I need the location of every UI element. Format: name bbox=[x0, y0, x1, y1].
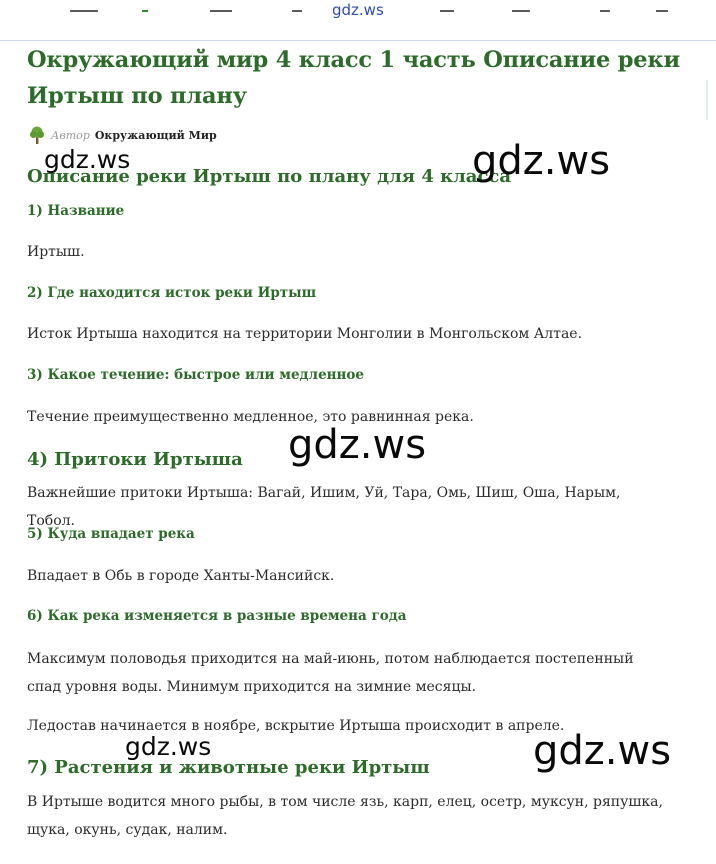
header-divider bbox=[0, 40, 716, 41]
nav-fragment bbox=[70, 10, 98, 20]
answer-3: Течение преимущественно медленное, это равнинная река. bbox=[27, 409, 474, 425]
nav-fragment bbox=[440, 10, 454, 20]
question-7: 7) Растения и животные реки Иртыш bbox=[27, 757, 430, 778]
site-watermark[interactable]: gdz.ws bbox=[332, 1, 384, 19]
nav-fragment bbox=[210, 10, 232, 20]
question-6: 6) Как река изменяется в разные времена года bbox=[27, 608, 407, 624]
section-heading: Описание реки Иртыш по плану для 4 класса bbox=[27, 166, 512, 187]
nav-fragment bbox=[656, 10, 668, 20]
question-4: 4) Притоки Иртыша bbox=[27, 449, 243, 470]
author-label: Автор bbox=[51, 128, 90, 142]
page-title: Окружающий мир 4 класс 1 часть Описание реки Иртыш по плану bbox=[27, 47, 680, 109]
tree-icon bbox=[27, 125, 47, 145]
sidebar-edge bbox=[706, 80, 708, 120]
nav-fragment bbox=[512, 10, 530, 20]
nav-fragment bbox=[600, 10, 610, 20]
answer-4: Важнейшие притоки Иртыша: Вагай, Ишим, Уй, Тара, Омь, Шиш, Оша, Нарым, Тобол. bbox=[27, 485, 621, 529]
question-2: 2) Где находится исток реки Иртыш bbox=[27, 285, 317, 301]
nav-fragment bbox=[292, 10, 302, 20]
answer-6-continued: Ледостав начинается в ноябре, вскрытие Иртыша происходит в апреле. bbox=[27, 718, 565, 734]
answer-5: Впадает в Обь в городе Ханты-Мансийск. bbox=[27, 568, 335, 584]
answer-1: Иртыш. bbox=[27, 244, 85, 260]
question-1: 1) Название bbox=[27, 203, 125, 219]
question-5: 5) Куда впадает река bbox=[27, 526, 195, 542]
watermark-text: gdz.ws bbox=[125, 732, 212, 761]
watermark-text: gdz.ws bbox=[472, 138, 611, 184]
answer-2: Исток Иртыша находится на территории Монголии в Монгольском Алтае. bbox=[27, 326, 583, 342]
nav-fragment bbox=[142, 10, 148, 20]
answer-7: В Иртыше водится много рыбы, в том числе язь, карп, елец, осетр, муксун, ряпушка, щука, окунь, судак, налим. bbox=[27, 794, 663, 838]
answer-6: Максимум половодья приходится на май-июнь, потом наблюдается постепенный спад уровня воды. Минимум приходится на зимние месяцы. bbox=[27, 651, 634, 695]
question-3: 3) Какое течение: быстрое или медленное bbox=[27, 367, 365, 383]
watermark-text: gdz.ws bbox=[44, 145, 131, 174]
watermark-text: gdz.ws bbox=[533, 728, 672, 774]
author-name-link[interactable]: Окружающий Мир bbox=[94, 128, 217, 142]
watermark-text: gdz.ws bbox=[288, 422, 427, 468]
